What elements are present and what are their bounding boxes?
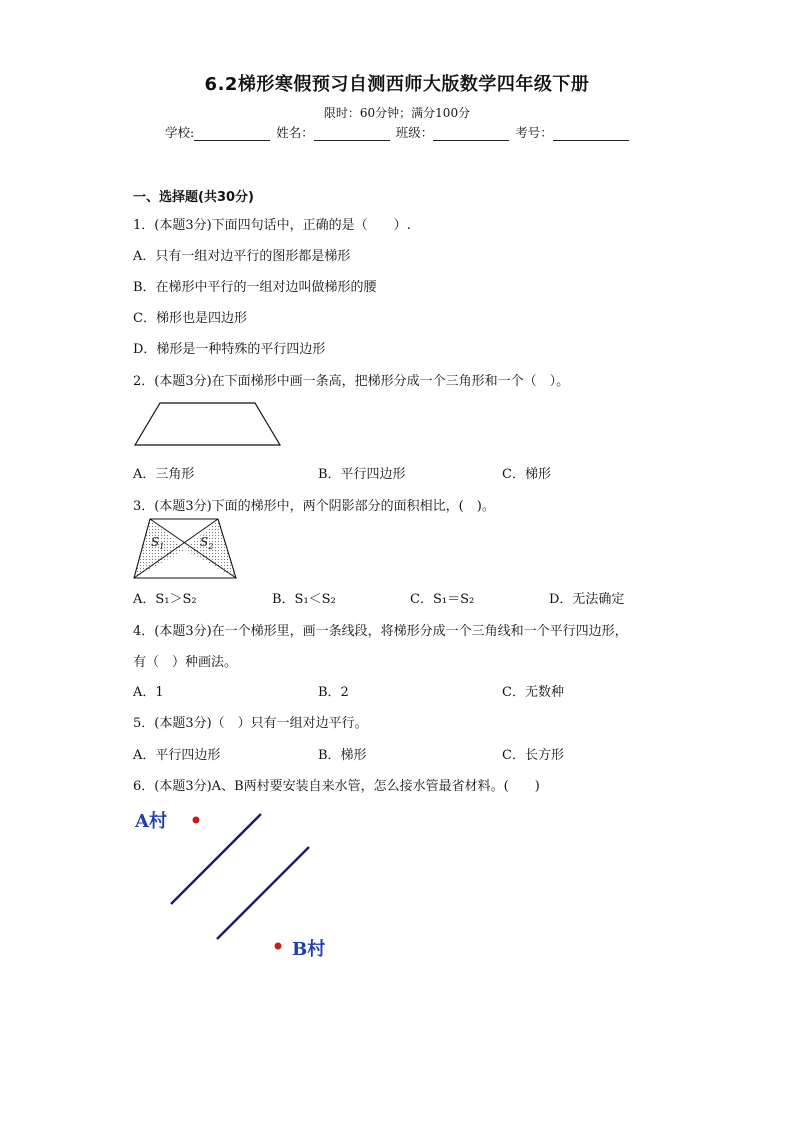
question-4-option-c[interactable]: C．无数种 xyxy=(502,685,564,700)
question-3-option-c[interactable]: C．S₁＝S₂ xyxy=(410,592,475,607)
question-4-stem: 4．(本题3分)在一个梯形里，画一条线段，将梯形分成一个三角线和一个平行四边形， xyxy=(133,624,628,639)
question-1-option-c[interactable]: C．梯形也是四边形 xyxy=(133,311,247,326)
village-a-dot xyxy=(193,817,200,824)
school-field[interactable] xyxy=(194,127,270,141)
river-bank-2 xyxy=(217,847,309,939)
question-1-option-d[interactable]: D．梯形是一种特殊的平行四边形 xyxy=(133,342,326,357)
question-5-option-c[interactable]: C．长方形 xyxy=(502,748,564,763)
question-5-stem: 5．(本题3分)（ ）只有一组对边平行。 xyxy=(133,716,368,731)
question-3-stem: 3．(本题3分)下面的梯形中，两个阴影部分的面积相比，( )。 xyxy=(133,499,495,514)
question-3-option-a[interactable]: A．S₁＞S₂ xyxy=(133,592,197,607)
question-2-option-b[interactable]: B．平行四边形 xyxy=(318,467,406,482)
question-2-stem: 2．(本题3分)在下面梯形中画一条高，把梯形分成一个三角形和一个（ ）。 xyxy=(133,374,570,389)
class-field[interactable] xyxy=(433,127,509,141)
village-a-label: A村 xyxy=(135,811,167,832)
question-2-option-a[interactable]: A．三角形 xyxy=(133,467,195,482)
river-bank-1 xyxy=(171,814,261,904)
question-5-option-a[interactable]: A．平行四边形 xyxy=(133,748,221,763)
exam-number-field[interactable] xyxy=(553,127,629,141)
class-label: 班级： xyxy=(395,125,434,140)
question-1-stem: 1．(本题3分)下面四句话中，正确的是（ ）. xyxy=(133,218,411,233)
student-info-row xyxy=(165,123,631,141)
name-field[interactable] xyxy=(314,127,390,141)
section-heading: 一、选择题(共30分) xyxy=(133,190,254,205)
villages-river-figure xyxy=(130,805,350,970)
question-6-stem: 6．(本题3分)A、B两村要安装自来水管，怎么接水管最省材料。( ) xyxy=(133,779,540,794)
time-limit: 限时：60分钟；满分100分 xyxy=(323,106,471,120)
question-4-stem-continued: 有（ ）种画法。 xyxy=(133,655,238,670)
question-3-option-d[interactable]: D．无法确定 xyxy=(549,592,625,607)
question-4-option-b[interactable]: B．2 xyxy=(318,685,349,700)
page-title: 6.2梯形寒假预习自测西师大版数学四年级下册 xyxy=(204,74,590,95)
question-2-option-c[interactable]: C．梯形 xyxy=(502,467,551,482)
village-b-dot xyxy=(275,943,282,950)
exam-number-label: 考号： xyxy=(515,125,553,140)
question-4-option-a[interactable]: A．1 xyxy=(133,685,164,700)
village-b-label: B村 xyxy=(292,939,326,960)
question-5-option-b[interactable]: B．梯形 xyxy=(318,748,367,763)
label-s2: $S_2$ xyxy=(200,535,214,551)
school-label: 学校: xyxy=(165,125,195,140)
shaded-trapezoid-figure xyxy=(130,516,240,582)
trapezoid-shape xyxy=(135,403,280,445)
question-3-option-b[interactable]: B．S₁＜S₂ xyxy=(272,592,336,607)
trapezoid-figure xyxy=(130,400,290,450)
name-label: 姓名： xyxy=(276,125,314,140)
question-1-option-b[interactable]: B．在梯形中平行的一组对边叫做梯形的腰 xyxy=(133,280,377,295)
label-s1: $S_1$ xyxy=(151,535,165,551)
question-1-option-a[interactable]: A．只有一组对边平行的图形都是梯形 xyxy=(133,249,351,264)
